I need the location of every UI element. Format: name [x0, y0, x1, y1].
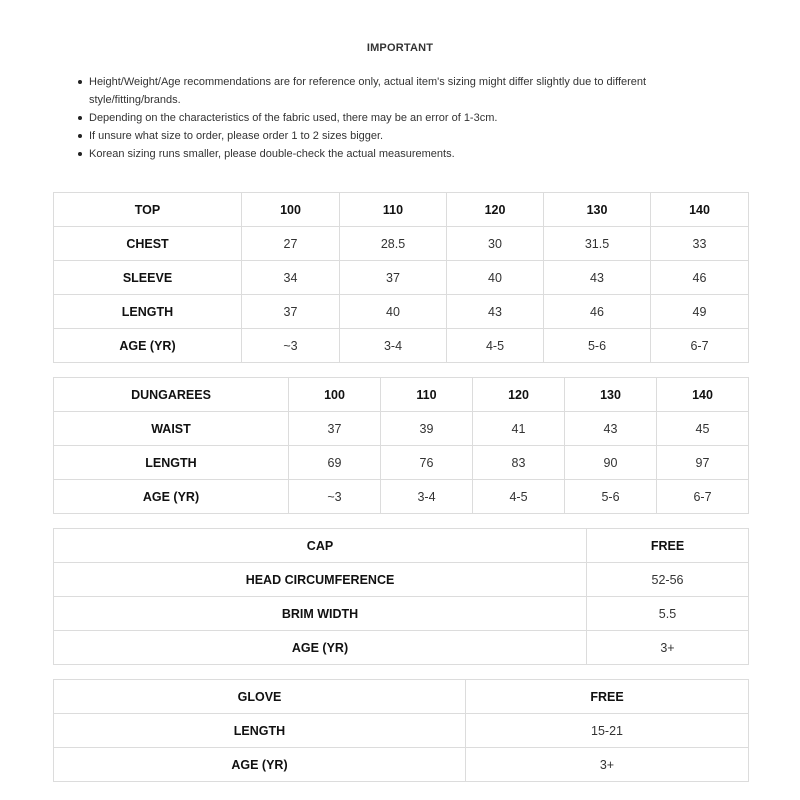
table-header-cell: 110: [340, 193, 447, 227]
table-cell: 6-7: [657, 480, 749, 514]
table-cell: 30: [447, 227, 544, 261]
table-row: [54, 748, 749, 782]
table-cell: 39: [381, 412, 473, 446]
table-cell: 5.5: [587, 597, 749, 631]
table-cell: 43: [565, 412, 657, 446]
row-label: LENGTH: [54, 446, 289, 480]
table-row: [54, 446, 749, 480]
table-cell: 49: [651, 295, 749, 329]
table-row: [54, 480, 749, 514]
table-header-cell: FREE: [587, 529, 749, 563]
table-header-cell: 130: [544, 193, 651, 227]
notes-list: [77, 73, 717, 163]
table-cell: 5-6: [565, 480, 657, 514]
table-cell: 83: [473, 446, 565, 480]
table-cell: 46: [544, 295, 651, 329]
table-row: [54, 597, 749, 631]
table-cell: 40: [447, 261, 544, 295]
table-cell: 41: [473, 412, 565, 446]
table-cell: 97: [657, 446, 749, 480]
row-label: AGE (YR): [54, 480, 289, 514]
glove-size-table: [53, 679, 749, 782]
table-cell: 5-6: [544, 329, 651, 363]
table-header-row: [54, 378, 749, 412]
table-row: [54, 227, 749, 261]
table-cell: 37: [340, 261, 447, 295]
table-cell: 40: [340, 295, 447, 329]
table-cell: 31.5: [544, 227, 651, 261]
table-cell: 37: [242, 295, 340, 329]
table-cell: ~3: [289, 480, 381, 514]
row-label: AGE (YR): [54, 748, 466, 782]
row-label: AGE (YR): [54, 329, 242, 363]
row-label: AGE (YR): [54, 631, 587, 665]
table-cell: 90: [565, 446, 657, 480]
table-cell: 4-5: [473, 480, 565, 514]
table-header-row: [54, 680, 749, 714]
top-size-table: [53, 192, 749, 363]
table-cell: 3+: [587, 631, 749, 665]
table-header-cell: 120: [473, 378, 565, 412]
table-cell: 15-21: [466, 714, 749, 748]
table-header-cell: 110: [381, 378, 473, 412]
table-header-cell: 100: [242, 193, 340, 227]
table-cell: 46: [651, 261, 749, 295]
dungarees-size-table: [53, 377, 749, 514]
note-item: Depending on the characteristics of the fabric used, there may be an error of 1-3cm.: [77, 109, 717, 127]
row-label: LENGTH: [54, 714, 466, 748]
table-row: [54, 329, 749, 363]
table-cell: 76: [381, 446, 473, 480]
table-row: [54, 631, 749, 665]
table-header-cell: 140: [651, 193, 749, 227]
table-header-cell: 100: [289, 378, 381, 412]
table-cell: 3-4: [340, 329, 447, 363]
table-row: [54, 261, 749, 295]
table-header-cell: 120: [447, 193, 544, 227]
table-cell: 33: [651, 227, 749, 261]
table-cell: 34: [242, 261, 340, 295]
table-header-cell: CAP: [54, 529, 587, 563]
table-cell: 3-4: [381, 480, 473, 514]
table-header-cell: GLOVE: [54, 680, 466, 714]
table-cell: 3+: [466, 748, 749, 782]
table-cell: 28.5: [340, 227, 447, 261]
important-heading: IMPORTANT: [366, 42, 434, 54]
table-header-cell: 130: [565, 378, 657, 412]
table-cell: ~3: [242, 329, 340, 363]
table-header-cell: 140: [657, 378, 749, 412]
table-cell: 37: [289, 412, 381, 446]
table-header-row: [54, 193, 749, 227]
table-header-row: [54, 529, 749, 563]
row-label: BRIM WIDTH: [54, 597, 587, 631]
note-item: Korean sizing runs smaller, please double-check the actual measurements.: [77, 145, 717, 163]
note-item: Height/Weight/Age recommendations are for reference only, actual item's sizing might differ slightly due to different style/fitting/brands.: [77, 73, 717, 109]
table-cell: 27: [242, 227, 340, 261]
cap-size-table: [53, 528, 749, 665]
row-label: HEAD CIRCUMFERENCE: [54, 563, 587, 597]
note-item: If unsure what size to order, please order 1 to 2 sizes bigger.: [77, 127, 717, 145]
row-label: LENGTH: [54, 295, 242, 329]
table-cell: 45: [657, 412, 749, 446]
table-cell: 4-5: [447, 329, 544, 363]
row-label: SLEEVE: [54, 261, 242, 295]
row-label: WAIST: [54, 412, 289, 446]
table-header-cell: DUNGAREES: [54, 378, 289, 412]
table-cell: 69: [289, 446, 381, 480]
table-cell: 43: [447, 295, 544, 329]
table-row: [54, 714, 749, 748]
table-cell: 6-7: [651, 329, 749, 363]
table-row: [54, 412, 749, 446]
row-label: CHEST: [54, 227, 242, 261]
table-row: [54, 295, 749, 329]
table-cell: 43: [544, 261, 651, 295]
table-header-cell: FREE: [466, 680, 749, 714]
table-cell: 52-56: [587, 563, 749, 597]
table-header-cell: TOP: [54, 193, 242, 227]
table-row: [54, 563, 749, 597]
